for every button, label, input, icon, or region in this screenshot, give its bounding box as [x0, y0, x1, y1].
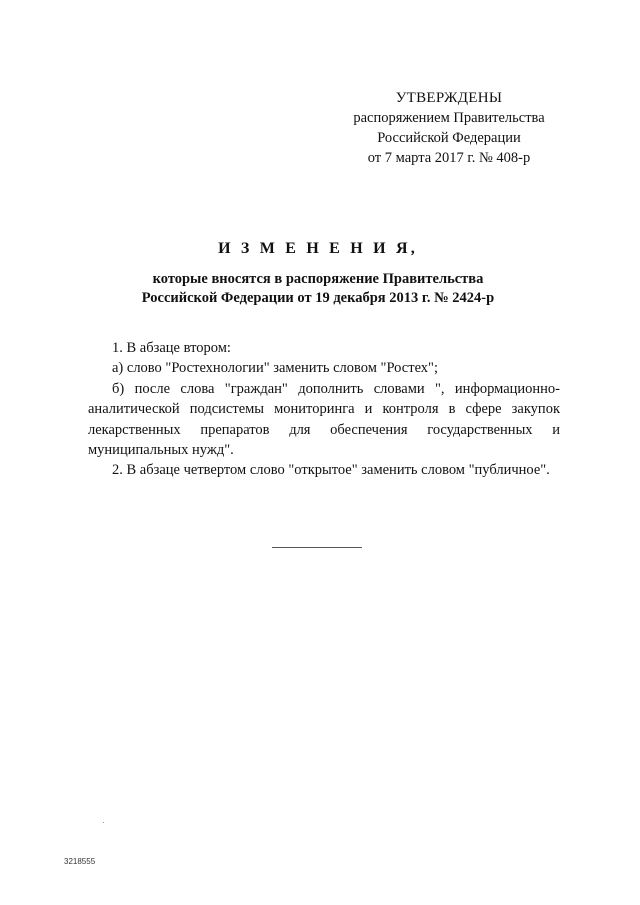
paragraph-2: 2. В абзаце четвертом слово "открытое" заменить словом "публичное".: [112, 462, 550, 479]
paragraph-1a: а) слово "Ростехнологии" заменить словом "Ростех";: [112, 360, 439, 377]
document-number: 3218555: [64, 857, 96, 866]
paragraph-1b: б) после слова "граждан" дополнить словами ", информационно-аналитической подсистемы мониторинга и контроля в сфере закупок лекарственных препаратов для обеспечения государственных и муниципальных нужд".: [88, 380, 560, 459]
approval-line-2: Российской Федерации: [377, 130, 521, 146]
document-body: [88, 338, 560, 481]
paragraph-1: 1. В абзаце втором:: [112, 340, 231, 356]
approval-stamp: [338, 88, 560, 168]
title-subtitle-line-2: Российской Федерации от 19 декабря 2013 г. № 2424-р: [141, 290, 495, 306]
approval-line-1: распоряжением Правительства: [353, 110, 545, 126]
approval-line-3: от 7 марта 2017 г. № 408-р: [367, 150, 531, 166]
title-subtitle-line-1: которые вносятся в распоряжение Правительства: [152, 271, 484, 287]
approved-label: УТВЕРЖДЕНЫ: [395, 90, 503, 106]
title-heading: И З М Е Н Е Н И Я,: [218, 240, 418, 257]
scan-speck: [103, 822, 104, 823]
end-separator-line: [272, 547, 362, 548]
document-title: [88, 238, 548, 308]
